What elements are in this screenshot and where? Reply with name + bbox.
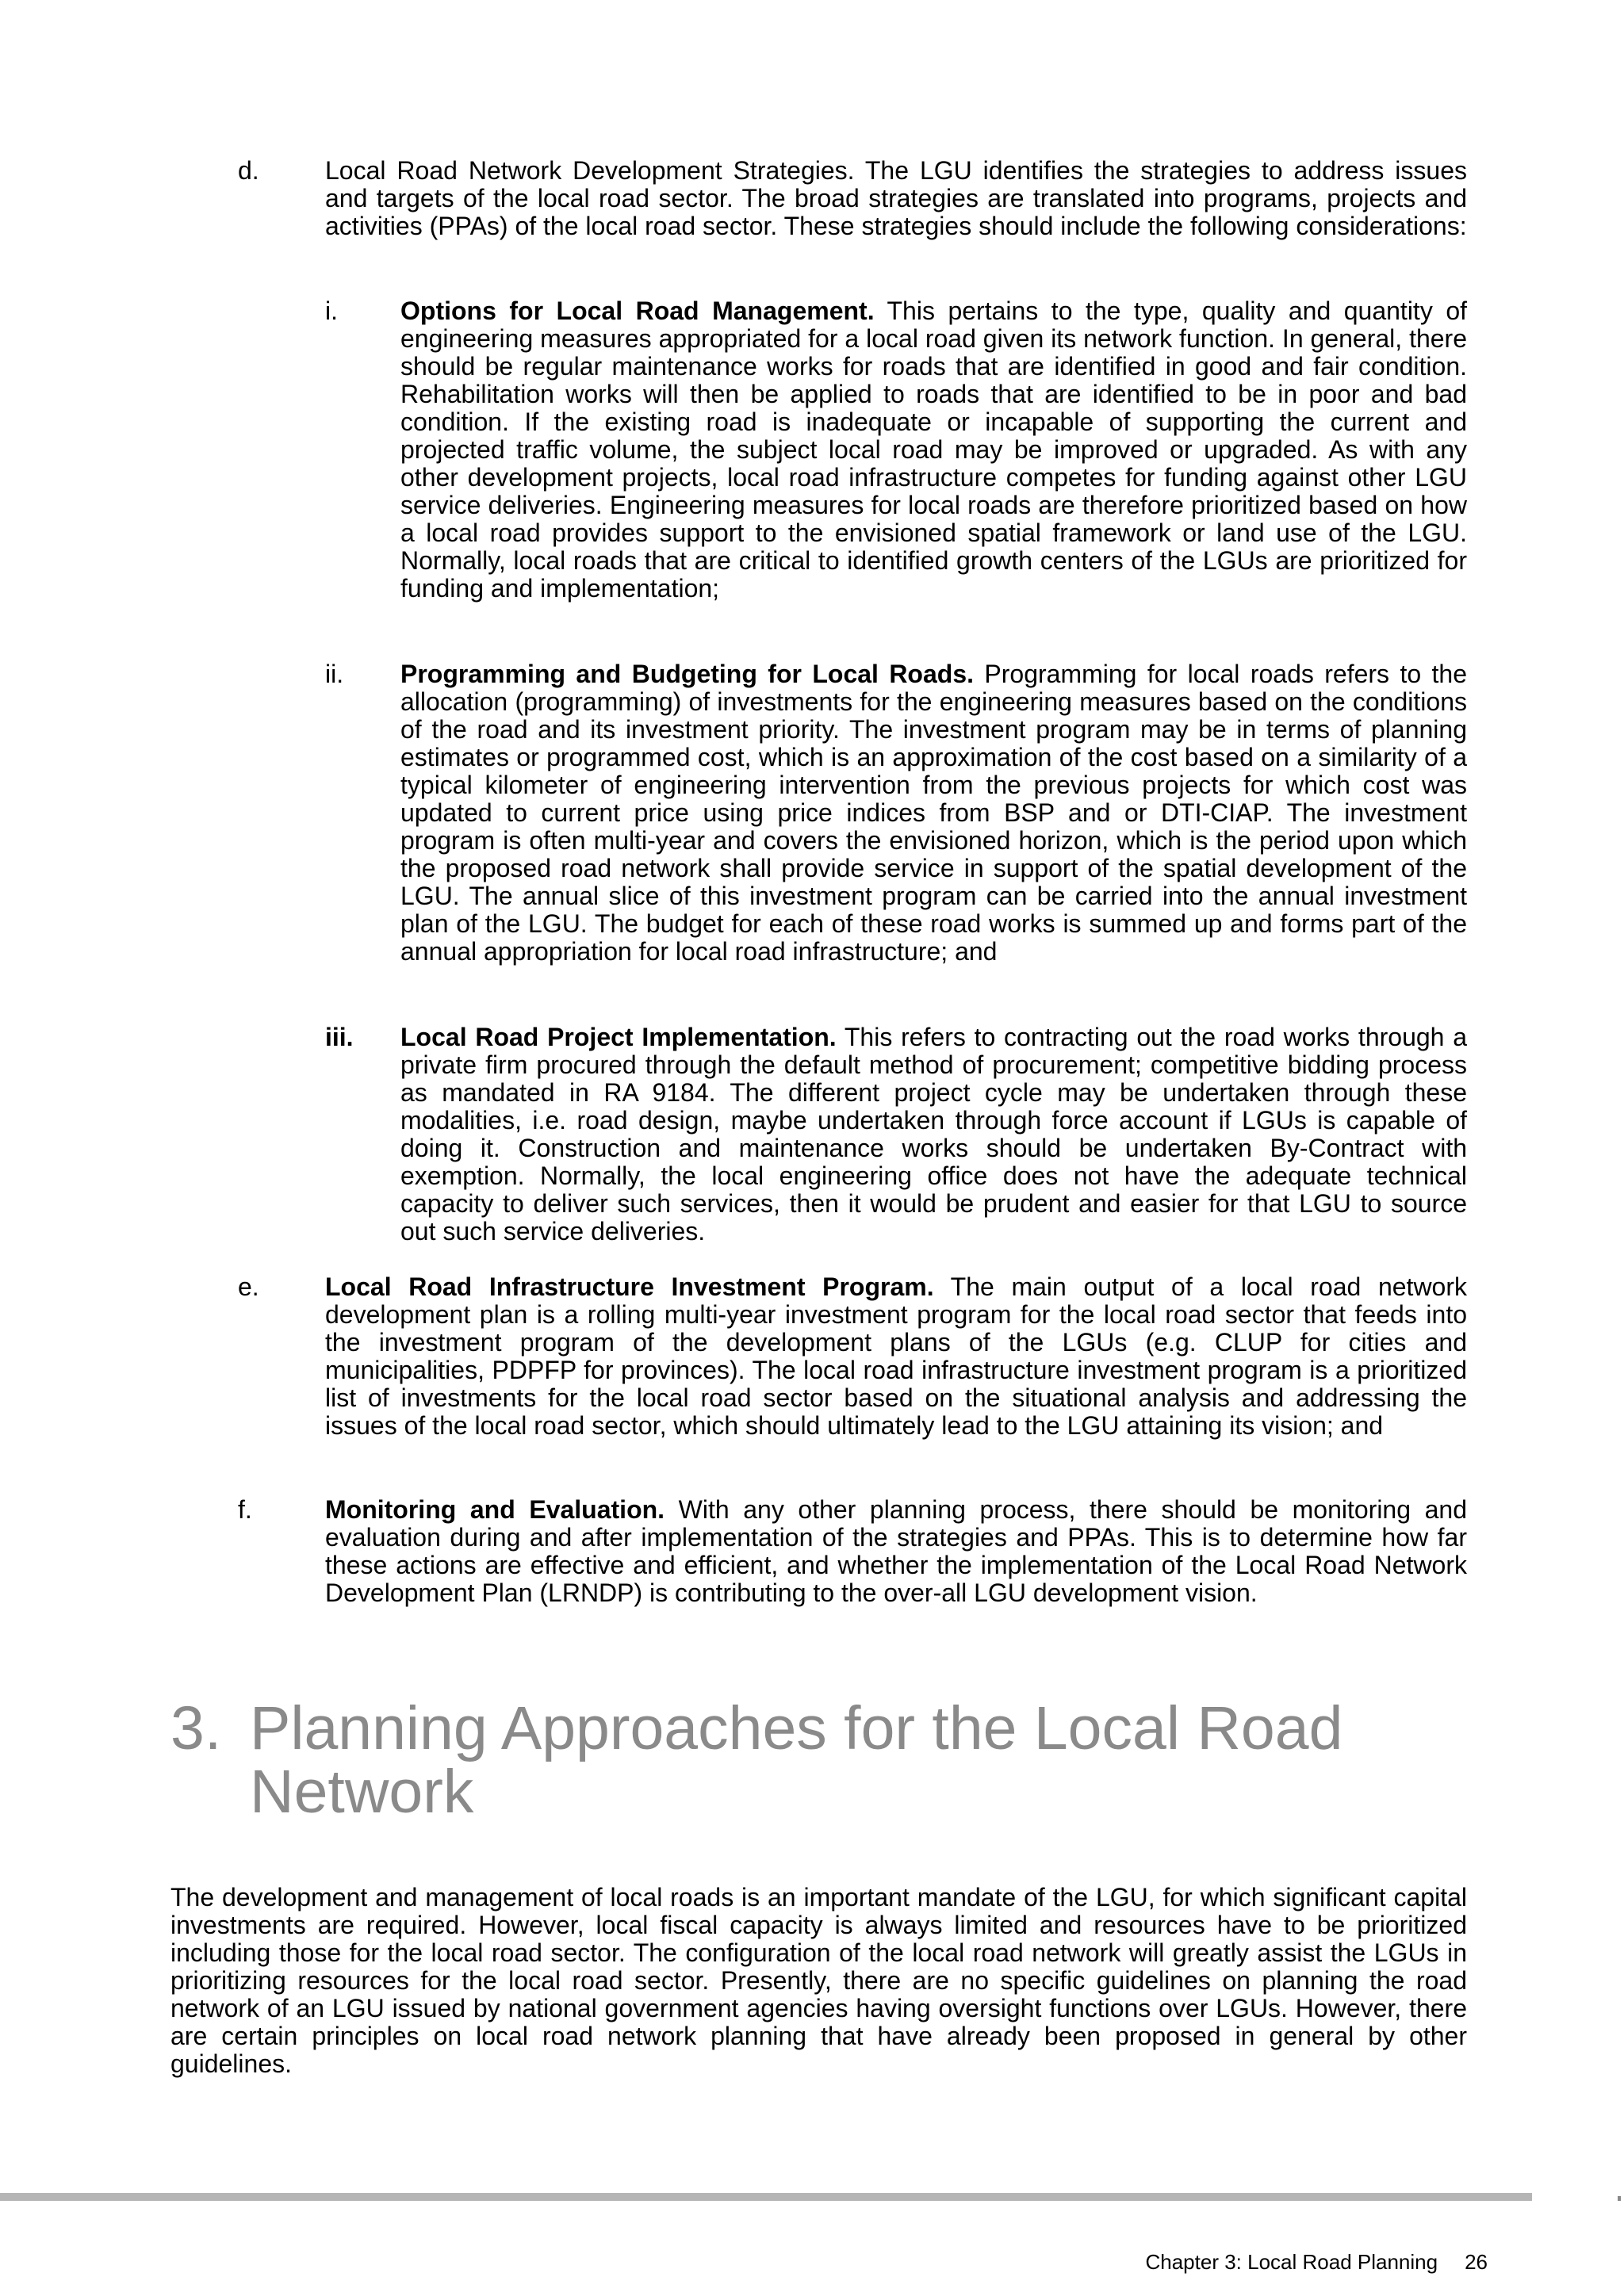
list-item-text: The main output of a local road network development plan is a rolling multi-year investment program for the local road sector that feeds into the investment program of the development plans of the LGUs (e.g. CLUP for cities and municipalities, PDPFP for provinces). The local road infrastructure investment program is a prioritized list of investments for the local road sector based on the situational analysis and addressing the issues of the local road sector, which should ultimately lead to the LGU attaining its vision; and [325, 1272, 1468, 1440]
sub-marker: i. [325, 297, 338, 325]
sub-item-text: Programming for local roads refers to the allocation (programming) of investments for the engineering measures based on the conditions of the road and its investment priority. The investment program may be in terms of planning estimates or programmed cost, which is an approximation of the cost based on a similarity of a typical kilometer of engineering intervention from the previous projects for which cost was updated to current price using price indices from BSP and or DTI-CIAP. The investment program is often multi-year and covers the envisioned horizon, which is the period upon which the proposed road network shall provide service in support of the spatial development of the LGU. The annual slice of this investment program can be carried into the annual investment plan of the LGU. The budget for each of these road works is summed up and forms part of the annual appropriation for local road infrastructure; and [400, 660, 1468, 966]
list-item-text: Local Road Network Development Strategies. The LGU identifies the strategies to address issues and targets of the local road sector. The broad strategies are translated into programs, projects and activities (PPAs) of the local road sector. These strategies should include the following considerations: [325, 156, 1467, 240]
list-item-d [238, 157, 1467, 240]
footer-chapter: Chapter 3: Local Road Planning [1145, 2250, 1438, 2274]
sub-item-title: Programming and Budgeting for Local Roads. [400, 660, 975, 688]
footer-mark [1618, 2196, 1621, 2201]
list-item-title: Monitoring and Evaluation. [325, 1495, 665, 1524]
page-footer [1145, 2250, 1488, 2274]
sub-item-i [317, 297, 1467, 603]
sub-marker: iii. [325, 1023, 354, 1051]
footer-rule [0, 2193, 1532, 2201]
section-paragraph: The development and management of local roads is an important mandate of the LGU, for which significant capital investments are required. However, local fiscal capacity is always limited and resources have to be prioritized including those for the local road sector. The configuration of the local road network will greatly assist the LGUs in prioritizing resources for the local road sector. Presently, there are no specific guidelines on planning the road network of an LGU issued by national government agencies having oversight functions over LGUs. However, there are certain principles on local road network planning that have already been proposed in general by other guidelines. [170, 1883, 1467, 2078]
sub-item-ii [317, 660, 1467, 966]
list-marker: f. [238, 1495, 252, 1524]
sub-item-title: Options for Local Road Management. [400, 297, 875, 325]
sub-item-text: This pertains to the type, quality and quantity of engineering measures appropriated for a local road given its network function. In general, there should be regular maintenance works for roads that are identified in good and fair condition. Rehabilitation works will then be applied to roads that are identified to be in poor and bad condition. If the existing road is inadequate or incapable of supporting the current and projected traffic volume, the subject local road may be improved or upgraded. As with any other development projects, local road infrastructure competes for funding against other LGU service deliveries. Engineering measures for local roads are therefore prioritized based on how a local road provides support to the envisioned spatial framework or land use of the LGU. Normally, local roads that are critical to identified growth centers of the LGUs are prioritized for funding and implementation; [400, 297, 1468, 603]
page-number: 26 [1465, 2250, 1488, 2274]
sub-item-iii [317, 1024, 1467, 1246]
section-title: Planning Approaches for the Local Road Network [250, 1694, 1343, 1826]
list-marker: d. [238, 156, 259, 185]
sub-item-title: Local Road Project Implementation. [400, 1023, 837, 1051]
list-item-e [238, 1273, 1467, 1440]
section-number: 3. [170, 1694, 222, 1762]
section-heading [170, 1694, 1519, 1826]
list-item-f [238, 1496, 1467, 1607]
list-item-text: With any other planning process, there should be monitoring and evaluation during and after implementation of the strategies and PPAs. This is to determine how far these actions are effective and efficient, and whether the implementation of the Local Road Network Development Plan (LRNDP) is contributing to the over-all LGU development vision. [325, 1495, 1467, 1607]
list-marker: e. [238, 1272, 259, 1301]
sub-marker: ii. [325, 660, 344, 688]
sub-item-text: This refers to contracting out the road works through a private firm procured through the default method of procurement; competitive bidding process as mandated in RA 9184. The different project cycle may be undertaken through these modalities, i.e. road design, maybe undertaken through force account if LGUs is capable of doing it. Construction and maintenance works should be undertaken By-Contract with exemption. Normally, the local engineering office does not have the adequate technical capacity to deliver such services, then it would be prudent and easier for that LGU to source out such service deliveries. [400, 1023, 1468, 1246]
list-item-title: Local Road Infrastructure Investment Program. [325, 1272, 934, 1301]
